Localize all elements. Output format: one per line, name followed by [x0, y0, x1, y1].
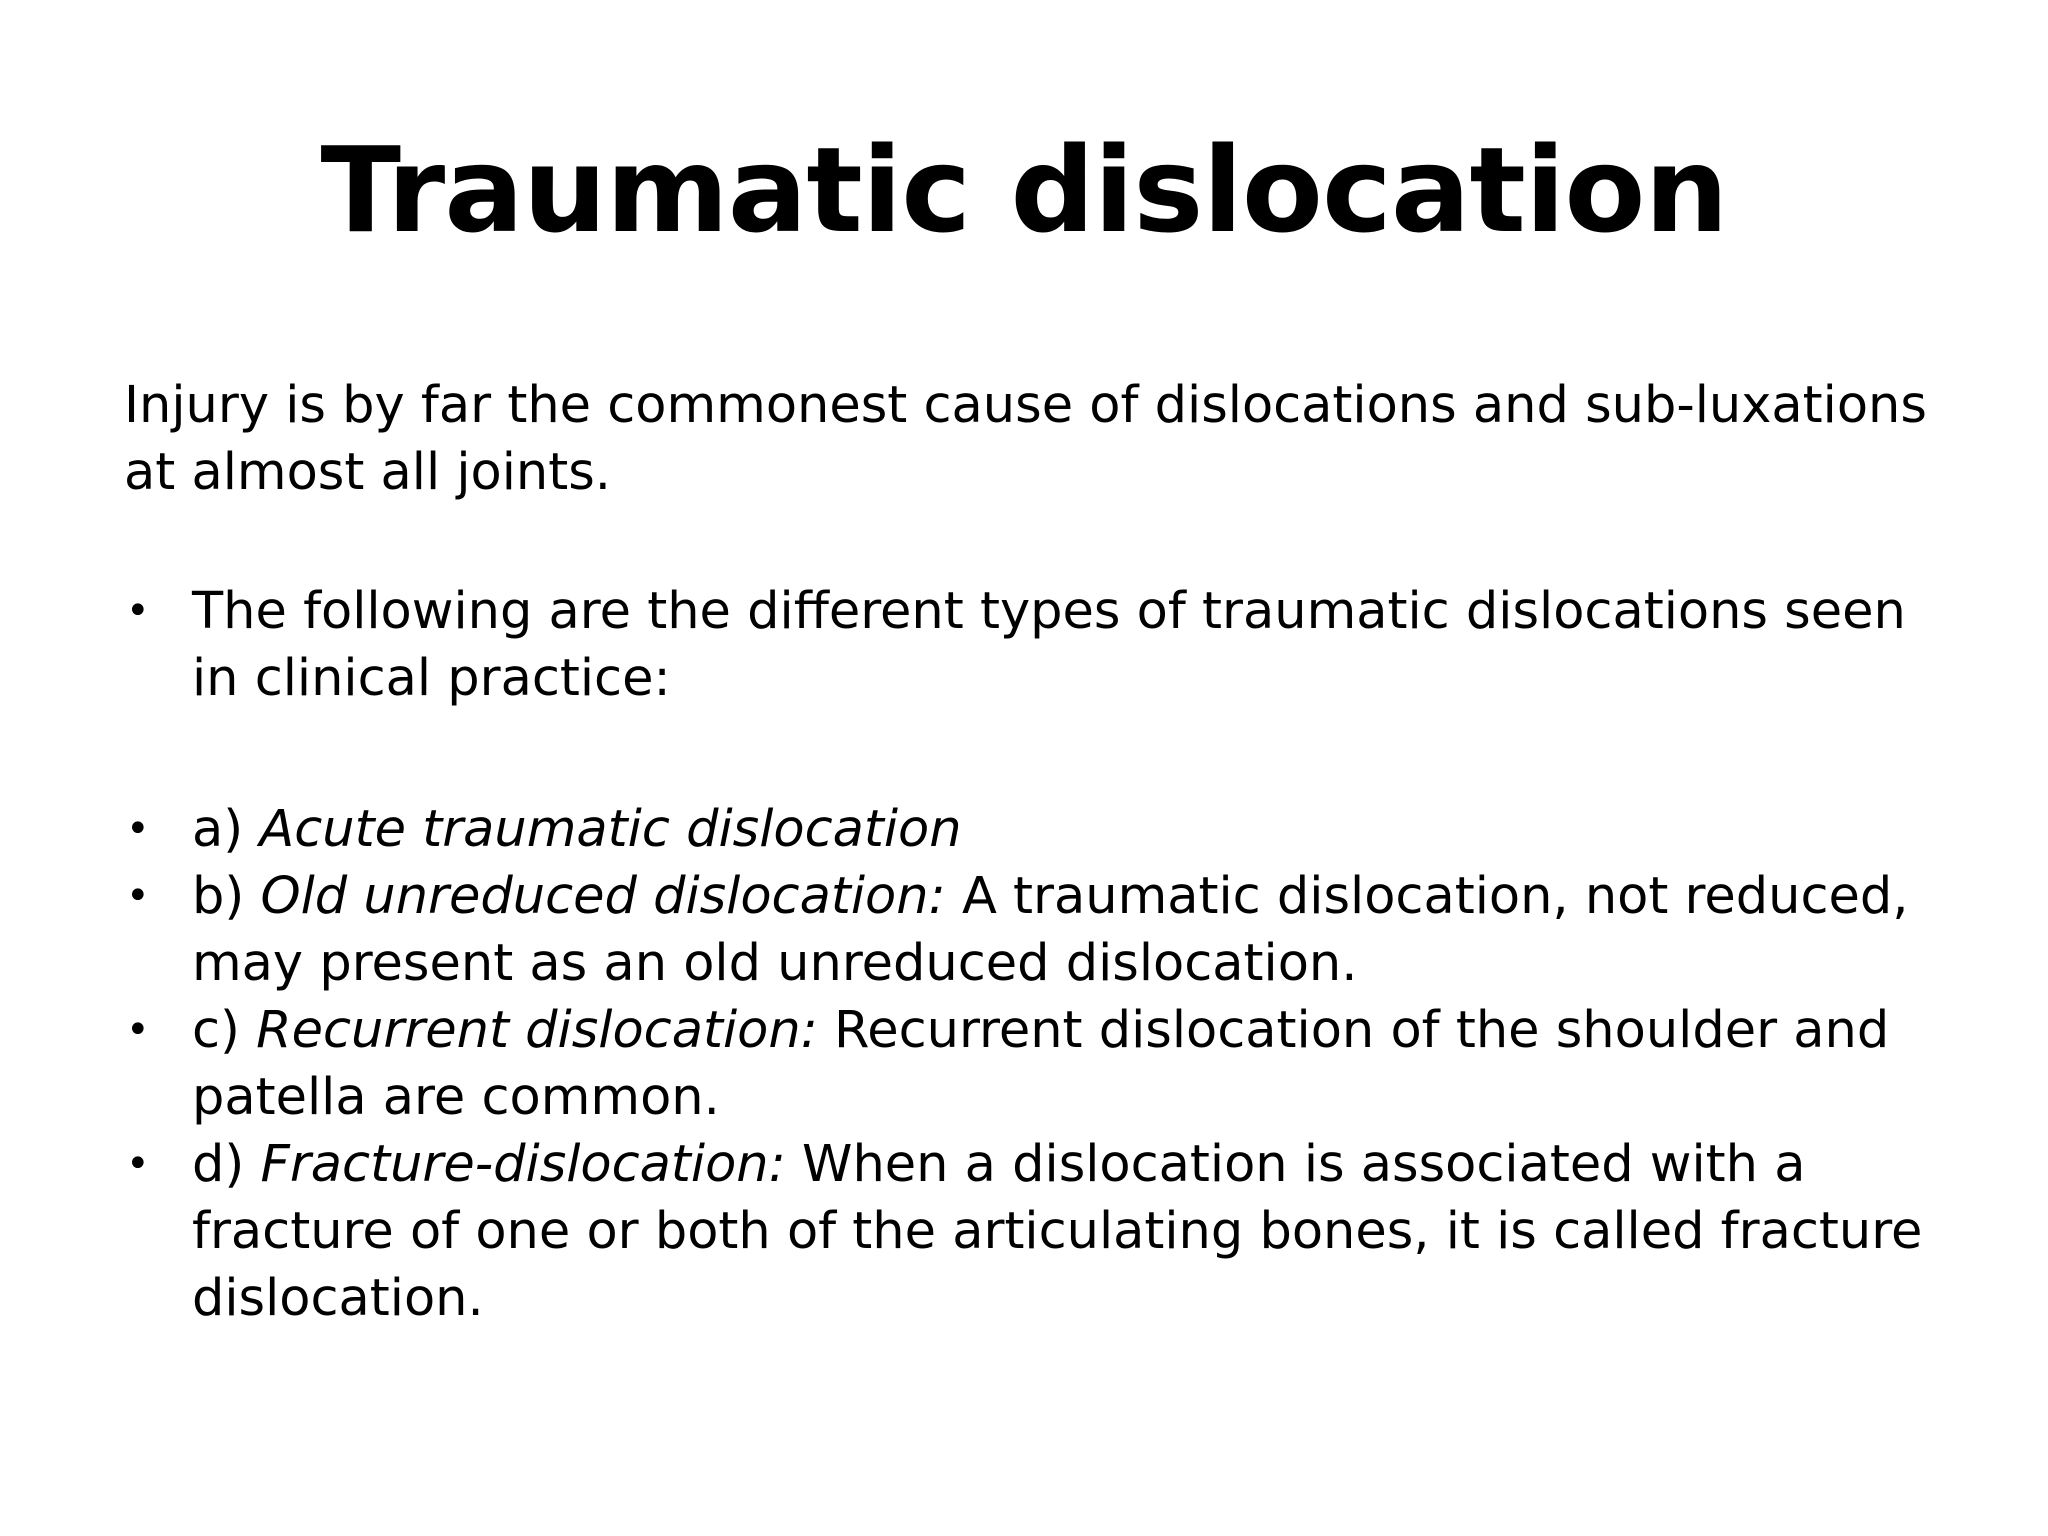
slide-body	[124, 372, 1934, 1332]
list-item	[124, 863, 1934, 997]
bullet-icon: •	[126, 873, 150, 919]
bullet-icon: •	[126, 806, 150, 852]
bullet-text: Recurrent dislocation of the shoulder and patella are common.	[192, 1001, 1890, 1127]
bullet-text: When a dislocation is associated with a fracture of one or both of the articulating bones, it is called fracture dislocation.	[192, 1135, 1923, 1328]
bullet-text: A traumatic dislocation, not reduced, may present as an old unreduced dislocation.	[192, 867, 1909, 993]
bullet-prefix: d)	[192, 1135, 261, 1194]
list-item	[124, 578, 1934, 712]
bullet-icon: •	[126, 1007, 150, 1053]
bullet-label: Old unreduced dislocation:	[260, 867, 946, 926]
list-item	[124, 997, 1934, 1131]
list-item	[124, 796, 1934, 863]
list-item	[124, 1131, 1934, 1332]
bullet-icon: •	[126, 1141, 150, 1187]
bullet-prefix: c)	[192, 1001, 257, 1060]
bullet-label: Recurrent dislocation:	[256, 1001, 818, 1060]
bullet-label: Acute traumatic dislocation	[259, 800, 962, 859]
intro-paragraph: Injury is by far the commonest cause of dislocations and sub-luxations at almost all joints.	[124, 376, 1927, 502]
bullet-text: The following are the different types of traumatic dislocations seen in clinical practice:	[192, 582, 1906, 708]
slide-title: Traumatic dislocation	[320, 121, 1728, 259]
bullet-prefix: a)	[192, 800, 260, 859]
bullet-list	[124, 578, 1934, 1332]
bullet-prefix: b)	[192, 867, 261, 926]
bullet-label: Fracture-dislocation:	[260, 1135, 786, 1194]
bullet-icon: •	[126, 588, 150, 634]
